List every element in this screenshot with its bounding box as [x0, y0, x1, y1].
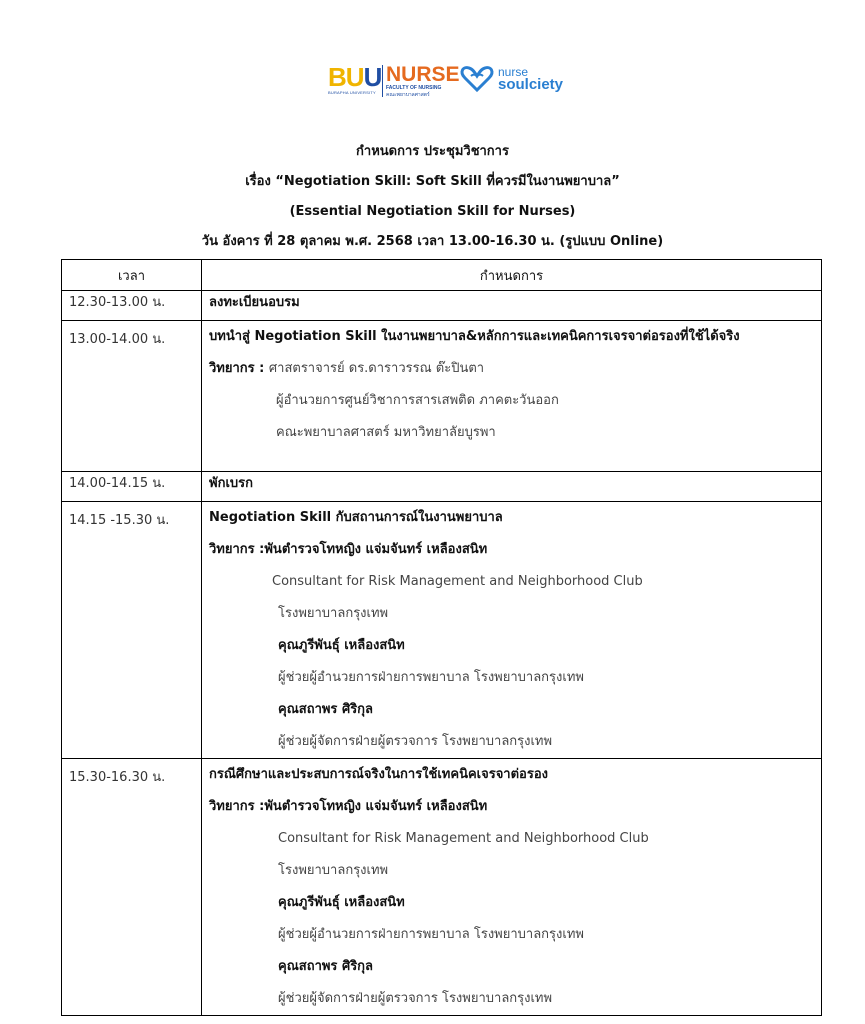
speaker-name: คุณสถาพร ศิริกุล — [278, 959, 374, 974]
heart-logo-icon — [457, 64, 497, 94]
speaker-position: ผู้อำนวยการศูนย์วิชาการสารเสพติด ภาคตะวันออก — [276, 393, 559, 408]
table-row — [62, 472, 822, 502]
row-time: 15.30-16.30 น. — [62, 759, 202, 1016]
header-line-1: กำหนดการ ประชุมวิชาการ — [356, 144, 509, 159]
table-header-row — [62, 260, 822, 291]
speaker-line: วิทยากร : ศาสตราจารย์ ดร.ดาราวรรณ ต๊ะปินตา — [209, 361, 485, 376]
col-header-agenda: กำหนดการ — [202, 260, 822, 291]
row-time: 12.30-13.00 น. — [62, 291, 202, 321]
row-title: Negotiation Skill กับสถานการณ์ในงานพยาบาล — [209, 510, 503, 525]
speaker-position: ผู้ช่วยผู้จัดการฝ่ายผู้ตรวจการ โรงพยาบาลกรุงเทพ — [278, 734, 553, 749]
row-time: 13.00-14.00 น. — [62, 321, 202, 472]
speaker-name: คุณภูรีพันธุ์ เหลืองสนิท — [278, 895, 405, 910]
header-line-2: เรื่อง “Negotiation Skill: Soft Skill ที่ควรมีในงานพยาบาล” — [245, 174, 620, 189]
table-row — [62, 321, 822, 472]
society-logo-line2: soulciety — [498, 76, 564, 93]
nurse-logo-subtitle-en: FACULTY OF NURSING — [386, 85, 442, 91]
col-header-time: เวลา — [62, 260, 202, 291]
nurse-logo: NURSE — [386, 63, 460, 86]
table-row — [62, 291, 822, 321]
header-line-3: (Essential Negotiation Skill for Nurses) — [289, 204, 576, 219]
speaker-organization: โรงพยาบาลกรุงเทพ — [278, 863, 389, 878]
society-logo-line1: nurse — [498, 65, 529, 79]
speaker-organization: คณะพยาบาลศาสตร์ มหาวิทยาลัยบูรพา — [276, 425, 496, 440]
row-title: กรณีศึกษาและประสบการณ์จริงในการใช้เทคนิคเจรจาต่อรอง — [209, 767, 548, 782]
table-row — [62, 759, 822, 1016]
header-line-4: วัน อังคาร ที่ 28 ตุลาคม พ.ศ. 2568 เวลา 13.00-16.30 น. (รูปแบบ Online) — [201, 234, 664, 249]
row-title: ลงทะเบียนอบรม — [202, 291, 822, 321]
buu-logo-subtitle: BURAPHA UNIVERSITY — [328, 90, 376, 95]
row-time: 14.15 -15.30 น. — [62, 502, 202, 759]
row-title: พักเบรก — [202, 472, 822, 502]
table-row — [62, 502, 822, 759]
buu-logo: BUU — [328, 62, 382, 92]
speaker-position: Consultant for Risk Management and Neighborhood Club — [272, 574, 643, 589]
row-title: บทนำสู่ Negotiation Skill ในงานพยาบาล&หลักการและเทคนิคการเจรจาต่อรองที่ใช้ได้จริง — [209, 329, 740, 344]
logo-divider — [382, 65, 383, 97]
speaker-position: Consultant for Risk Management and Neighborhood Club — [278, 831, 649, 846]
speaker-position: ผู้ช่วยผู้อำนวยการฝ่ายการพยาบาล โรงพยาบาลกรุงเทพ — [278, 927, 584, 942]
nurse-logo-subtitle-th: คณะพยาบาลศาสตร์ — [386, 92, 430, 98]
row-time: 14.00-14.15 น. — [62, 472, 202, 502]
speaker-name: คุณภูรีพันธุ์ เหลืองสนิท — [278, 638, 405, 653]
speaker-organization: โรงพยาบาลกรุงเทพ — [278, 606, 389, 621]
speaker-line: วิทยากร :พันตำรวจโทหญิง แจ่มจันทร์ เหลืองสนิท — [209, 542, 488, 557]
speaker-name: คุณสถาพร ศิริกุล — [278, 702, 374, 717]
speaker-line: วิทยากร :พันตำรวจโทหญิง แจ่มจันทร์ เหลืองสนิท — [209, 799, 488, 814]
agenda-table — [61, 259, 822, 1016]
speaker-position: ผู้ช่วยผู้จัดการฝ่ายผู้ตรวจการ โรงพยาบาลกรุงเทพ — [278, 991, 553, 1006]
speaker-position: ผู้ช่วยผู้อำนวยการฝ่ายการพยาบาล โรงพยาบาลกรุงเทพ — [278, 670, 584, 685]
logo-banner — [0, 62, 865, 102]
